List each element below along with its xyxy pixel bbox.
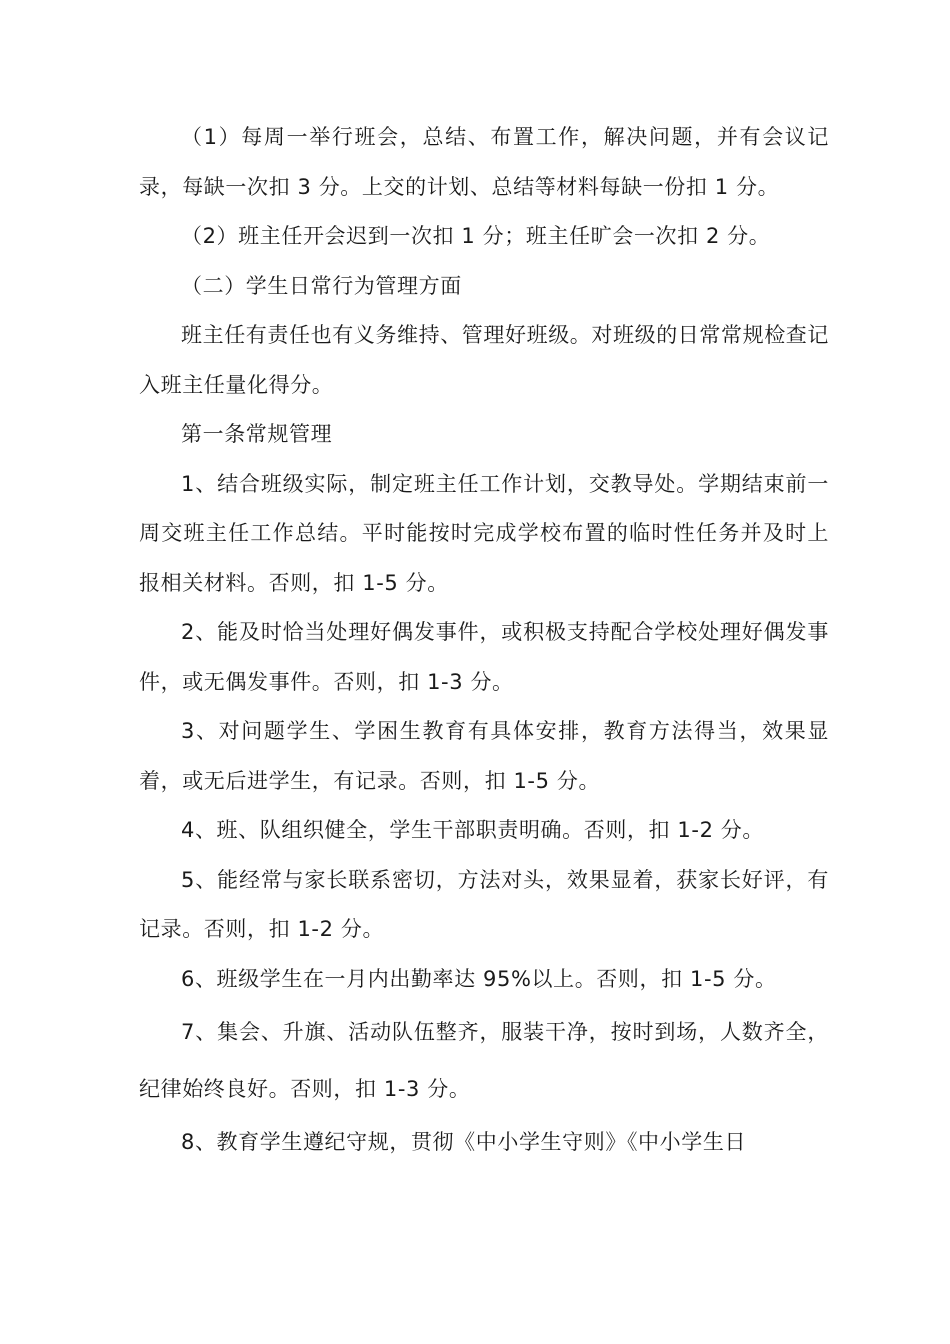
list-item-6: 6、班级学生在一月内出勤率达 95%以上。否则，扣 1-5 分。 [181, 966, 777, 991]
list-item-7: 7、集会、升旗、活动队伍整齐，服装干净，按时到场，人数齐全，纪律始终良好。否则，扣 1-3 分。 [139, 1020, 829, 1101]
list-item-5: 5、能经常与家长联系密切，方法对头，效果显着，获家长好评，有记录。否则，扣 1-2 分。 [139, 867, 829, 941]
list-item-1: 1、结合班级实际，制定班主任工作计划，交教导处。学期结束前一周交班主任工作总结。平时能按时完成学校布置的临时性任务并及时上报相关材料。否则，扣 1-5 分。 [139, 471, 829, 595]
paragraph-class-responsibility: 班主任有责任也有义务维持、管理好班级。对班级的日常常规检查记入班主任量化得分。 [139, 323, 829, 397]
article-heading-routine-management: 第一条常规管理 [181, 422, 333, 446]
list-item-3: 3、对问题学生、学困生教育有具体安排，教育方法得当，效果显着，或无后进学生，有记录。否则，扣 1-5 分。 [139, 719, 829, 793]
list-item-4: 4、班、队组织健全，学生干部职责明确。否则，扣 1-2 分。 [181, 818, 765, 842]
list-item-2: 2、能及时恰当处理好偶发事件，或积极支持配合学校处理好偶发事件，或无偶发事件。否则，扣 1-3 分。 [139, 620, 829, 694]
document-body [139, 113, 829, 1168]
paragraph-meeting-attendance: （2）班主任开会迟到一次扣 1 分；班主任旷会一次扣 2 分。 [181, 224, 771, 248]
section-heading-student-behavior: （二）学生日常行为管理方面 [181, 273, 462, 298]
list-item-8: 8、教育学生遵纪守规，贯彻《中小学生守则》《中小学生日 [181, 1130, 747, 1154]
paragraph-meeting-record: （1）每周一举行班会，总结、布置工作，解决问题，并有会议记录，每缺一次扣 3 分。上交的计划、总结等材料每缺一份扣 1 分。 [139, 125, 829, 199]
